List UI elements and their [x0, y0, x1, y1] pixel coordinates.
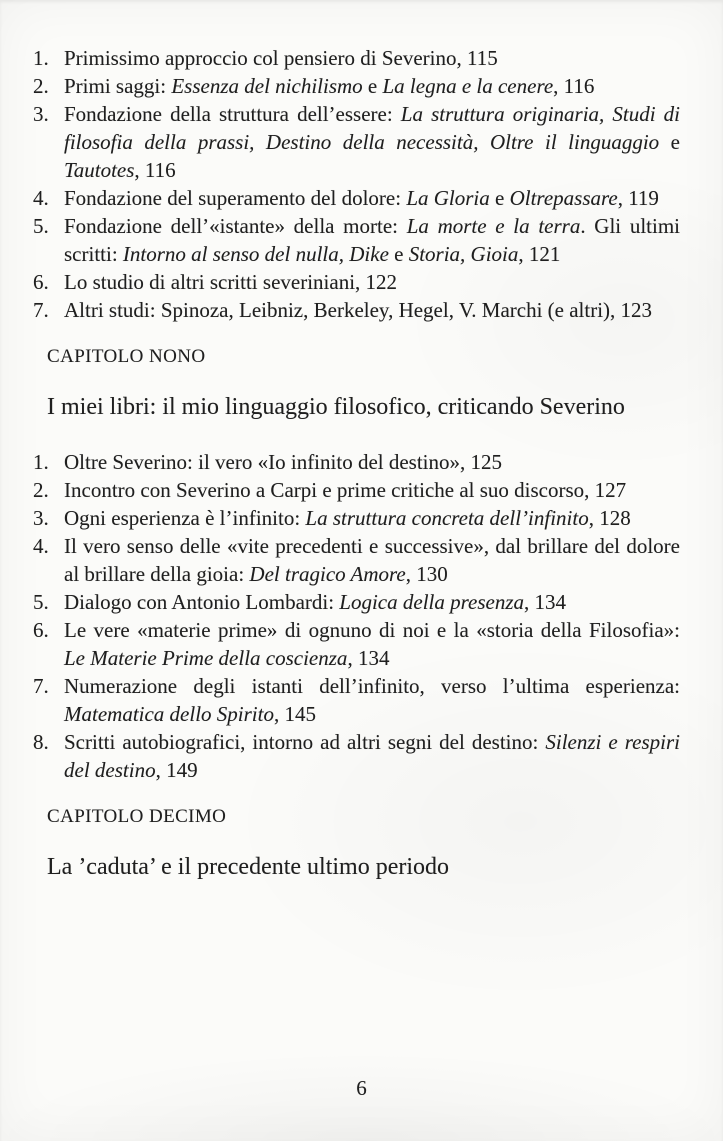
- toc-item-segment: , 116: [553, 74, 595, 98]
- toc-item-segment: , 119: [617, 186, 659, 210]
- toc-item-text: [64, 214, 680, 266]
- chapter-nine-title: I miei libri: il mio linguaggio filosofico, criticando Severino: [47, 394, 625, 420]
- toc-item-number: 2.: [33, 74, 49, 98]
- toc-item-number: 3.: [33, 506, 49, 530]
- toc-item-number: 6.: [33, 270, 49, 294]
- toc-item-segment: , 145: [273, 702, 316, 726]
- toc-item: [33, 672, 680, 728]
- toc-item-text: [64, 186, 659, 210]
- chapter-ten-heading: CAPITOLO DECIMO: [47, 806, 227, 827]
- toc-item-segment: e: [362, 74, 383, 98]
- chapter-nine-heading: CAPITOLO NONO: [47, 346, 206, 367]
- chapter-ten-title: La ’caduta’ e il precedente ultimo periodo: [47, 854, 450, 880]
- toc-item-number: 5.: [33, 214, 49, 238]
- toc-item: [33, 268, 680, 296]
- toc-item-segment: Oltre Severino: il vero «Io infinito del destino», 125: [64, 450, 503, 474]
- toc-item: [33, 448, 680, 476]
- toc-item-segment: Il vero senso delle «vite precedenti e successive», dal brillare del dolore al brillare della gioia:: [64, 534, 680, 586]
- book-title-italic: La struttura concreta dell’infinito: [305, 506, 589, 530]
- book-title-italic: La Gloria: [406, 186, 490, 210]
- toc-item-number: 6.: [33, 618, 49, 642]
- toc-item-number: 8.: [33, 730, 49, 754]
- toc-item-segment: , 134: [524, 590, 567, 614]
- toc-item-segment: Lo studio di altri scritti severiniani, 122: [64, 270, 398, 294]
- toc-item-number: 2.: [33, 478, 49, 502]
- toc-item-segment: Incontro con Severino a Carpi e prime critiche al suo discorso, 127: [64, 478, 627, 502]
- toc-item-text: [64, 102, 680, 182]
- toc-item-segment: , 116: [134, 158, 176, 182]
- toc-item: [33, 476, 680, 504]
- book-title-italic: La morte e la terra: [406, 214, 581, 238]
- toc-item-segment: Fondazione della struttura dell’essere:: [64, 102, 401, 126]
- toc-item-number: 3.: [33, 102, 49, 126]
- page-number: 6: [356, 1076, 367, 1100]
- toc-item-number: 7.: [33, 298, 49, 322]
- book-title-italic: La legna e la cenere: [382, 74, 554, 98]
- book-title-italic: Logica della presenza: [339, 590, 525, 614]
- toc-item-segment: Fondazione dell’«istante» della morte:: [64, 214, 407, 238]
- toc-item-segment: , 121: [518, 242, 561, 266]
- toc-item-text: [64, 270, 397, 294]
- toc-item-number: 7.: [33, 674, 49, 698]
- toc-item-number: 4.: [33, 186, 49, 210]
- toc-item: [33, 44, 680, 72]
- book-title-italic: Storia, Gioia: [408, 242, 519, 266]
- toc-item-text: [64, 74, 594, 98]
- toc-item: [33, 532, 680, 588]
- toc-item-number: 5.: [33, 590, 49, 614]
- toc-item-text: [64, 730, 680, 782]
- toc-item-text: [64, 478, 626, 502]
- toc-item-segment: Scritti autobiografici, intorno ad altri segni del destino:: [64, 730, 546, 754]
- book-title-italic: Oltrepassare: [509, 186, 618, 210]
- toc-item-segment: e: [388, 242, 409, 266]
- book-title-italic: Tautotes: [64, 158, 135, 182]
- toc-item: [33, 728, 680, 784]
- toc-item-segment: . Gli ultimi scritti:: [64, 214, 681, 266]
- toc-item-segment: Primissimo approccio col pensiero di Severino, 115: [64, 46, 498, 70]
- toc-item-segment: Numerazione degli istanti dell’infinito, verso l’ultima esperienza:: [64, 674, 680, 698]
- toc-item-number: 1.: [33, 46, 49, 70]
- toc-list-chapter-eight: [33, 44, 680, 324]
- toc-item: [33, 588, 680, 616]
- toc-item-text: [64, 46, 498, 70]
- book-title-italic: Silenzi e respiri del destino: [64, 730, 680, 782]
- toc-item-segment: , 134: [347, 646, 390, 670]
- toc-item-text: [64, 534, 680, 586]
- book-title-italic: Intorno al senso del nulla, Dike: [122, 242, 389, 266]
- toc-item-text: [64, 450, 502, 474]
- toc-item: [33, 100, 680, 184]
- book-title-italic: Essenza del nichilismo: [171, 74, 363, 98]
- toc-item-segment: Le vere «materie prime» di ognuno di noi e la «storia della Filosofia»:: [64, 618, 680, 642]
- toc-item: [33, 296, 680, 324]
- toc-item-segment: e: [659, 130, 681, 154]
- toc-item-segment: e: [489, 186, 510, 210]
- toc-list-chapter-nine: [33, 448, 680, 784]
- toc-item-segment: Fondazione del superamento del dolore:: [64, 186, 407, 210]
- book-title-italic: Del tragico Amore: [249, 562, 406, 586]
- toc-item: [33, 616, 680, 672]
- toc-item-number: 4.: [33, 534, 49, 558]
- toc-item-text: [64, 618, 680, 670]
- toc-item-segment: , 130: [405, 562, 448, 586]
- toc-item: [33, 72, 680, 100]
- toc-item-segment: Altri studi: Spinoza, Leibniz, Berkeley, Hegel, V. Marchi (e altri), 123: [64, 298, 653, 322]
- toc-item-segment: , 149: [155, 758, 198, 782]
- toc-item-segment: , 128: [588, 506, 631, 530]
- book-title-italic: Matematica dello Spirito: [64, 702, 274, 726]
- toc-item-segment: Primi saggi:: [64, 74, 172, 98]
- toc-item-text: [64, 674, 680, 726]
- toc-item-segment: Dialogo con Antonio Lombardi:: [64, 590, 340, 614]
- toc-item-number: 1.: [33, 450, 49, 474]
- toc-item-text: [64, 506, 631, 530]
- toc-item: [33, 184, 680, 212]
- toc-item-segment: Ogni esperienza è l’infinito:: [64, 506, 306, 530]
- toc-item: [33, 212, 680, 268]
- toc-item: [33, 504, 680, 532]
- toc-item-text: [64, 298, 652, 322]
- book-title-italic: La struttura originaria, Studi di filosofia della prassi, Destino della necessità, Oltre il linguaggio: [64, 102, 680, 154]
- toc-item-text: [64, 590, 566, 614]
- book-title-italic: Le Materie Prime della coscienza: [64, 646, 348, 670]
